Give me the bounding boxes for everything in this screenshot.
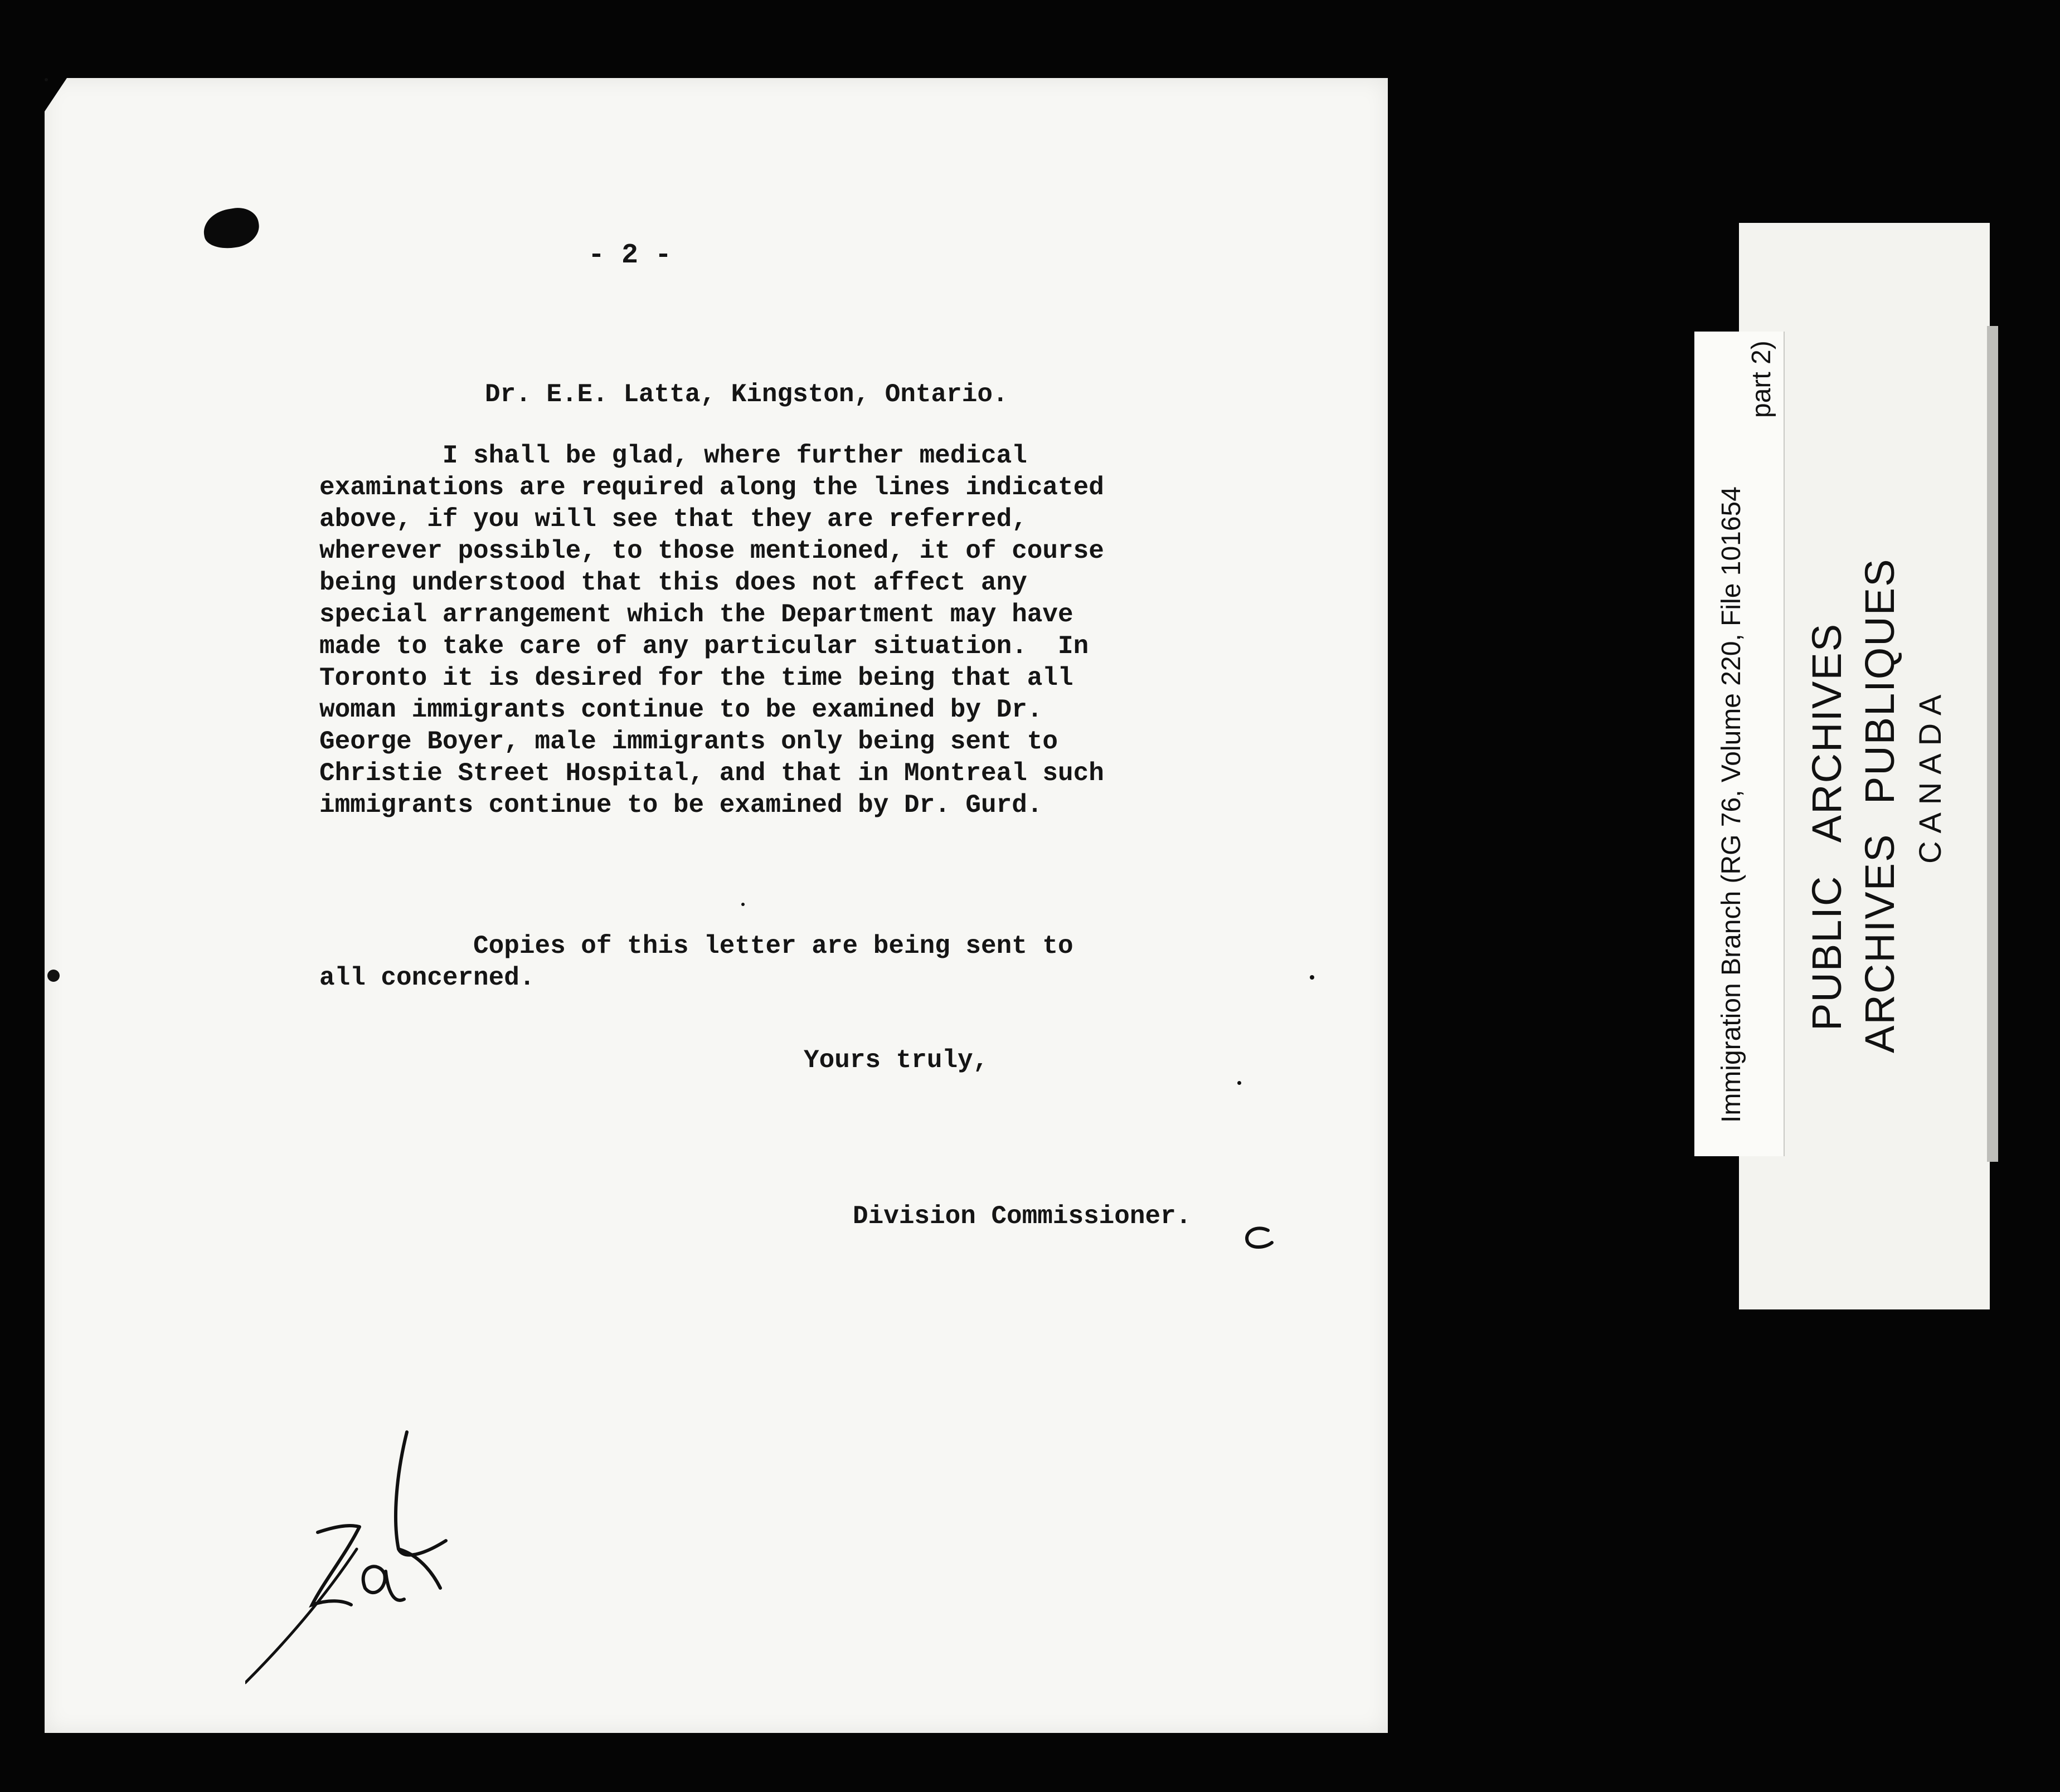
speck — [1310, 975, 1314, 980]
public-archives-label: PUBLIC ARCHIVES — [1804, 622, 1850, 1031]
handwritten-initials — [245, 1421, 457, 1688]
speck — [741, 903, 745, 906]
body-paragraph-1: I shall be glad, where further medical examinations are required along the lines indicated above, if you will see that they are referred, wherever possible, to those mentioned, it of course being understood that this does not affect any special arrangement which the Department may have made to take care of any particular situation. In Toronto it is desired for the time being that all woman immigrants continue to be examined by Dr. George Boyer, male immigrants only being sent to Christie Street Hospital, and that in Montreal such immigrants continue to be examined by Dr. Gurd. — [319, 441, 1104, 820]
letter-page — [45, 78, 1388, 1733]
speck — [1237, 1081, 1241, 1085]
ink-blot — [201, 204, 263, 252]
speck — [45, 78, 48, 81]
body-paragraph-2: Copies of this letter are being sent to all concerned. — [319, 932, 1073, 992]
pen-mark — [1237, 1220, 1282, 1254]
closing: Yours truly, — [804, 1046, 989, 1075]
file-reference-line2: part 2) — [1747, 340, 1776, 418]
archives-publiques-label: ARCHIVES PUBLIQUES — [1857, 558, 1903, 1053]
file-reference-line1: Immigration Branch (RG 76, Volume 220, File 101654 — [1717, 486, 1746, 1123]
archive-label — [1694, 223, 2006, 1309]
signature-title: Division Commissioner. — [853, 1202, 1192, 1231]
page-number: - 2 - — [588, 240, 672, 271]
margin-dot — [47, 970, 60, 982]
file-reference — [1717, 315, 1777, 1123]
salutation: Dr. E.E. Latta, Kingston, Ontario. — [485, 380, 1008, 409]
label-edge — [1987, 326, 1998, 1162]
canada-label: CANADA — [1912, 686, 1947, 864]
